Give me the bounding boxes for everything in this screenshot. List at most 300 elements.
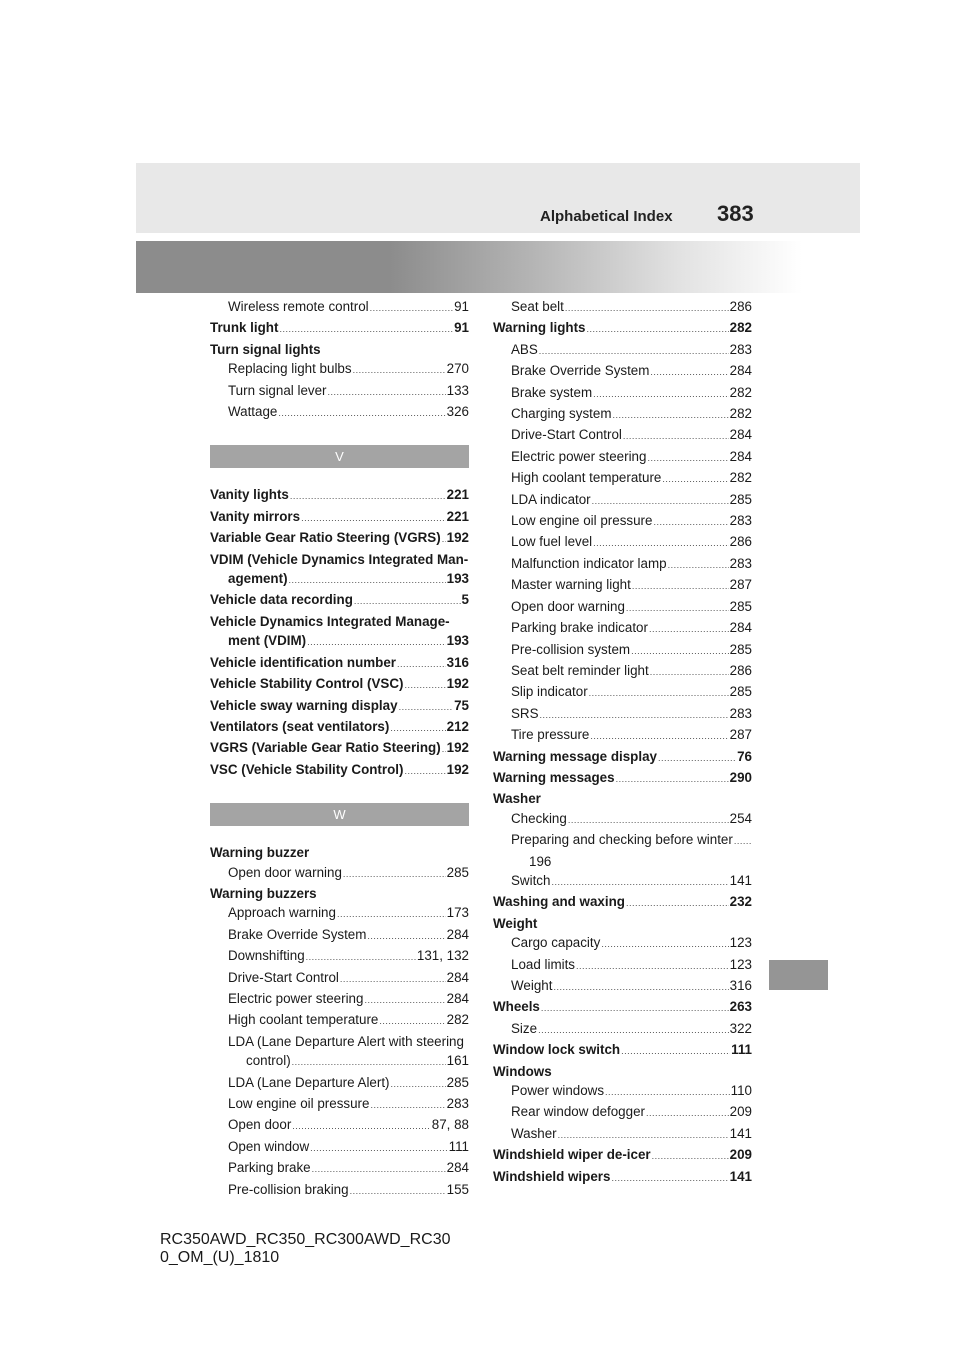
entry-page: 287 (729, 577, 752, 593)
index-entry (210, 989, 469, 1010)
entry-label: Open door (228, 1117, 292, 1133)
entry-label: LDA (Lane Departure Alert with steering (228, 1033, 464, 1049)
index-entry (493, 318, 752, 339)
index-entry (210, 528, 469, 549)
index-heading (210, 843, 469, 862)
index-entry (493, 404, 752, 425)
index-entry (493, 297, 752, 318)
entry-page: 212 (446, 718, 469, 734)
entry-label: Washing and waxing (493, 894, 625, 910)
leader-dots (370, 1096, 445, 1115)
document-code (160, 1231, 450, 1267)
leader-dots (290, 487, 446, 506)
leader-dots (621, 1042, 730, 1061)
index-entry (493, 618, 752, 639)
leader-dots (350, 1182, 446, 1201)
entry-page: 110 (730, 1083, 752, 1099)
entry-label: VSC (Vehicle Stability Control) (210, 761, 404, 777)
leader-dots (367, 927, 445, 946)
index-entry (493, 976, 752, 997)
entry-page: 284 (729, 620, 752, 636)
leader-dots (649, 620, 729, 639)
leader-dots (539, 342, 729, 361)
leader-dots (590, 727, 728, 746)
index-entry (493, 768, 752, 789)
entry-page: 283 (446, 1096, 469, 1111)
entry-label: Malfunction indicator lamp (511, 555, 667, 571)
entry-label: Warning message display (493, 748, 657, 764)
entry-page: 284 (446, 990, 469, 1006)
leader-dots (653, 513, 728, 532)
entry-label: Wheels (493, 999, 540, 1015)
entry-page: 284 (729, 363, 752, 379)
entry-label: Pre-collision system (511, 641, 631, 657)
entry-page: 221 (446, 508, 469, 524)
entry-page: 111 (448, 1138, 469, 1154)
leader-dots (612, 406, 728, 425)
chapter-tab (769, 960, 828, 990)
index-entry (210, 318, 469, 339)
entry-page: 284 (729, 427, 752, 443)
index-entry (210, 696, 469, 717)
index-entry (493, 383, 752, 404)
entry-page: 91 (454, 299, 469, 314)
entry-label: Preparing and checking before winter (511, 832, 733, 848)
leader-dots (558, 1126, 729, 1145)
entry-page: 87, 88 (431, 1117, 469, 1133)
index-entry (493, 340, 752, 361)
leader-dots (442, 740, 446, 759)
index-heading (210, 340, 469, 359)
entry-page: 284 (446, 969, 469, 985)
entry-label: Parking brake indicator (511, 620, 648, 636)
entry-page: 283 (729, 555, 752, 571)
entry-page: 283 (729, 513, 752, 529)
entry-label: Warning buzzers (210, 885, 317, 901)
index-entry (210, 1010, 469, 1031)
index-entry (493, 640, 752, 661)
index-heading (493, 852, 752, 871)
entry-page: 76 (737, 748, 752, 764)
index-entry (210, 402, 469, 423)
leader-dots (340, 970, 446, 989)
entry-label: Vehicle Stability Control (VSC) (210, 676, 404, 692)
leader-dots (354, 592, 461, 611)
leader-dots (601, 935, 728, 954)
index-entry (493, 532, 752, 553)
index-entry (210, 717, 469, 738)
entry-label: 196 (529, 853, 552, 869)
index-heading (210, 884, 469, 903)
leader-dots (647, 449, 728, 468)
entry-label-continued: control) (246, 1053, 291, 1069)
entry-label: Charging system (511, 406, 612, 422)
index-entry (210, 359, 469, 380)
entry-page: 173 (446, 905, 469, 921)
index-entry (493, 490, 752, 511)
entry-page: 209 (729, 1104, 752, 1120)
leader-dots (399, 698, 454, 717)
entry-label: Turn signal lever (228, 382, 327, 398)
entry-label: Windshield wiper de-icer (493, 1147, 651, 1163)
index-entry (210, 485, 469, 506)
entry-page: 322 (729, 1020, 752, 1036)
entry-page: 91 (454, 320, 469, 336)
index-entry (493, 933, 752, 954)
entry-label: Variable Gear Ratio Steering (VGRS) (210, 530, 441, 546)
gradient-banner (136, 241, 860, 293)
index-entry (493, 725, 752, 746)
index-entry (210, 590, 469, 611)
entry-label: Slip indicator (511, 684, 588, 700)
leader-dots (589, 684, 729, 703)
entry-page: 286 (729, 534, 752, 550)
entry-label: Downshifting (228, 948, 305, 964)
index-entry (210, 903, 469, 924)
entry-page: 285 (729, 641, 752, 657)
leader-dots (650, 663, 729, 682)
entry-label: LDA indicator (511, 491, 591, 507)
entry-page: 263 (729, 999, 752, 1015)
index-entry (210, 1180, 469, 1201)
entry-label: Switch (511, 872, 551, 888)
entry-page: 282 (729, 384, 752, 400)
entry-label: Windows (493, 1063, 552, 1079)
entry-label: Open window (228, 1138, 310, 1154)
index-entry (210, 1051, 469, 1072)
index-entry (210, 760, 469, 781)
leader-dots (662, 470, 728, 489)
entry-label: Warning messages (493, 769, 615, 785)
index-entry (493, 892, 752, 913)
entry-page: 282 (446, 1012, 469, 1028)
entry-label: Vehicle sway warning display (210, 697, 398, 713)
entry-label: High coolant temperature (511, 470, 662, 486)
entry-label: High coolant temperature (228, 1012, 379, 1028)
entry-label: Washer (511, 1125, 557, 1141)
entry-page: 283 (729, 705, 752, 721)
index-entry (493, 468, 752, 489)
leader-dots (306, 948, 416, 967)
entry-label: Load limits (511, 956, 576, 972)
entry-label: Electric power steering (228, 990, 364, 1006)
entry-label: Open door warning (228, 864, 342, 880)
leader-dots (551, 873, 728, 892)
entry-label: LDA (Lane Departure Alert) (228, 1074, 390, 1090)
entry-page: 221 (446, 487, 469, 503)
leader-dots (404, 676, 445, 695)
entry-page: 316 (729, 978, 752, 993)
entry-page: 282 (729, 320, 752, 336)
entry-page: 141 (729, 1168, 752, 1184)
index-entry (493, 447, 752, 468)
index-entry (493, 575, 752, 596)
page-section-title: Alphabetical Index (540, 208, 673, 225)
leader-dots (540, 706, 729, 725)
entry-page: 282 (729, 470, 752, 486)
leader-dots (592, 492, 729, 511)
leader-dots (631, 642, 729, 661)
leader-dots (626, 894, 729, 913)
leader-dots (442, 530, 446, 549)
index-entry (493, 1145, 752, 1166)
entry-label: Tire pressure (511, 727, 590, 743)
leader-dots (337, 905, 446, 924)
leader-dots (553, 978, 728, 997)
entry-label: Power windows (511, 1083, 605, 1099)
leader-dots (328, 383, 446, 402)
document-code-line-2: 0_OM_(U)_1810 (160, 1249, 280, 1266)
entry-page: 141 (729, 1125, 752, 1141)
entry-page: 131, 132 (416, 948, 469, 964)
index-entry (493, 511, 752, 532)
entry-page: 192 (446, 740, 469, 756)
index-entry (493, 704, 752, 725)
index-entry-text (210, 1032, 469, 1051)
entry-label: Brake Override System (511, 363, 650, 379)
index-entry (493, 1167, 752, 1188)
entry-label: Weight (511, 978, 553, 993)
leader-dots (538, 1021, 729, 1040)
leader-dots (576, 957, 729, 976)
leader-dots (587, 320, 729, 339)
entry-page: 254 (729, 810, 752, 826)
entry-page: 270 (446, 361, 469, 377)
entry-label: Brake Override System (228, 926, 367, 942)
entry-label: Vehicle identification number (210, 654, 397, 670)
index-entry (493, 1102, 752, 1123)
entry-label: Electric power steering (511, 448, 647, 464)
entry-page: 75 (454, 697, 469, 713)
leader-dots (652, 1147, 729, 1166)
entry-label: VDIM (Vehicle Dynamics Integrated Man- (210, 551, 469, 567)
entry-page: 287 (729, 727, 752, 743)
entry-page: 285 (446, 864, 469, 880)
entry-page: 285 (729, 598, 752, 614)
index-entry (210, 653, 469, 674)
entry-label: Turn signal lights (210, 341, 321, 357)
entry-page: 192 (446, 530, 469, 546)
leader-dots (370, 299, 453, 318)
entry-page: 286 (729, 299, 752, 314)
entry-label: Low fuel level (511, 534, 593, 550)
entry-label-continued: ment (VDIM) (228, 633, 307, 649)
entry-label: ABS (511, 341, 538, 357)
entry-label: Trunk light (210, 320, 279, 336)
index-entry (493, 1040, 752, 1061)
section-header-w: W (210, 803, 469, 826)
leader-dots (289, 571, 446, 590)
entry-page: 326 (446, 404, 469, 420)
entry-label: Checking (511, 810, 567, 826)
index-entry (493, 997, 752, 1018)
index-entry (210, 1094, 469, 1115)
entry-page: 161 (446, 1053, 469, 1069)
entry-page: 192 (446, 761, 469, 777)
entry-page: 285 (446, 1074, 469, 1090)
entry-page: 141 (729, 872, 752, 888)
leader-dots (565, 299, 729, 318)
index-entry (493, 554, 752, 575)
leader-dots (734, 832, 751, 851)
entry-label: Wattage (228, 404, 278, 420)
index-entry (210, 631, 469, 652)
leader-dots (650, 363, 728, 382)
entry-page: 123 (729, 956, 752, 972)
entry-label: Washer (493, 791, 541, 807)
entry-page: 155 (446, 1181, 469, 1197)
leader-dots (568, 811, 729, 830)
index-entry (493, 747, 752, 768)
leader-dots (353, 361, 446, 380)
entry-page: 283 (729, 341, 752, 357)
leader-dots (292, 1053, 446, 1072)
index-column-left (210, 297, 469, 1201)
entry-label: Master warning light (511, 577, 631, 593)
index-entry (210, 738, 469, 759)
index-entry (210, 863, 469, 884)
entry-label: Ventilators (seat ventilators) (210, 718, 390, 734)
leader-dots (404, 762, 445, 781)
entry-label: Replacing light bulbs (228, 361, 352, 377)
section-header-v: V (210, 445, 469, 468)
entry-label: Low engine oil pressure (228, 1096, 370, 1111)
index-entry (210, 1137, 469, 1158)
leader-dots (541, 999, 729, 1018)
entry-label: Brake system (511, 384, 593, 400)
index-entry (493, 1081, 752, 1102)
leader-dots (279, 320, 453, 339)
entry-page: 232 (729, 894, 752, 910)
index-entry (493, 1019, 752, 1040)
entry-page: 285 (729, 684, 752, 700)
leader-dots (307, 633, 446, 652)
entry-label: Vanity lights (210, 487, 289, 503)
index-column-right (493, 297, 752, 1188)
leader-dots (390, 719, 445, 738)
leader-dots (343, 865, 446, 884)
index-entry (493, 682, 752, 703)
leader-dots (310, 1139, 448, 1158)
entry-page: 209 (729, 1147, 752, 1163)
entry-page: 284 (446, 926, 469, 942)
index-entry (210, 1115, 469, 1136)
leader-dots (301, 509, 446, 528)
entry-page: 282 (729, 406, 752, 422)
entry-label: SRS (511, 705, 539, 721)
entry-page: 284 (729, 448, 752, 464)
index-entry (493, 809, 752, 830)
index-heading (493, 914, 752, 933)
entry-page: 193 (446, 633, 469, 649)
entry-label: Wireless remote control (228, 299, 369, 314)
leader-dots (632, 577, 729, 596)
entry-label: VGRS (Variable Gear Ratio Steering) (210, 740, 441, 756)
index-entry (493, 955, 752, 976)
entry-label: Warning buzzer (210, 845, 310, 861)
leader-dots (646, 1104, 729, 1123)
leader-dots (658, 749, 736, 768)
entry-label: Approach warning (228, 905, 336, 921)
entry-label: Windshield wipers (493, 1168, 611, 1184)
index-entry (493, 1124, 752, 1145)
index-entry (210, 1158, 469, 1179)
entry-label: Drive-Start Control (228, 969, 339, 985)
entry-page: 284 (446, 1160, 469, 1176)
entry-label: Vehicle Dynamics Integrated Manage- (210, 613, 450, 629)
entry-label: Parking brake (228, 1160, 311, 1176)
index-entry (493, 871, 752, 892)
entry-label: Pre-collision braking (228, 1181, 349, 1197)
document-code-line-1: RC350AWD_RC350_RC300AWD_RC30 (160, 1231, 451, 1248)
entry-label: Cargo capacity (511, 935, 601, 951)
index-heading (493, 789, 752, 808)
entry-label: Seat belt (511, 299, 564, 314)
leader-dots (626, 599, 729, 618)
leader-dots (623, 427, 729, 446)
entry-page: 316 (446, 654, 469, 670)
leader-dots (668, 556, 729, 575)
entry-label: Size (511, 1020, 538, 1036)
leader-dots (364, 991, 445, 1010)
index-entry (210, 674, 469, 695)
entry-label: Rear window defogger (511, 1104, 645, 1120)
entry-page: 133 (446, 382, 469, 398)
index-entry (493, 830, 752, 851)
page-number: 383 (717, 201, 754, 226)
leader-dots (611, 1169, 728, 1188)
leader-dots (312, 1160, 446, 1179)
index-entry-text (210, 550, 469, 569)
leader-dots (292, 1117, 430, 1136)
leader-dots (379, 1012, 445, 1031)
entry-label: Seat belt reminder light (511, 662, 649, 678)
index-entry (493, 597, 752, 618)
entry-label-continued: agement) (228, 571, 288, 587)
index-entry (493, 361, 752, 382)
entry-page: 286 (729, 662, 752, 678)
index-entry (210, 925, 469, 946)
index-heading (493, 1062, 752, 1081)
entry-page: 285 (729, 491, 752, 507)
entry-page: 192 (446, 676, 469, 692)
index-entry-text (210, 612, 469, 631)
leader-dots (605, 1083, 730, 1102)
entry-label: Warning lights (493, 320, 586, 336)
leader-dots (593, 534, 729, 553)
leader-dots (593, 385, 729, 404)
entry-page: 5 (461, 592, 469, 608)
entry-label: Window lock switch (493, 1042, 621, 1058)
index-entry (210, 1073, 469, 1094)
index-entry (493, 661, 752, 682)
index-entry (493, 425, 752, 446)
entry-label: Vanity mirrors (210, 508, 301, 524)
leader-dots (616, 770, 729, 789)
entry-label: Weight (493, 915, 538, 931)
entry-label: Vehicle data recording (210, 592, 353, 608)
index-entry (210, 946, 469, 967)
entry-page: 290 (729, 769, 752, 785)
entry-page: 111 (731, 1042, 752, 1058)
index-entry (210, 297, 469, 318)
index-entry (210, 968, 469, 989)
index-entry (210, 569, 469, 590)
leader-dots (397, 655, 446, 674)
leader-dots (391, 1075, 446, 1094)
entry-label: Low engine oil pressure (511, 513, 653, 529)
index-entry (210, 507, 469, 528)
